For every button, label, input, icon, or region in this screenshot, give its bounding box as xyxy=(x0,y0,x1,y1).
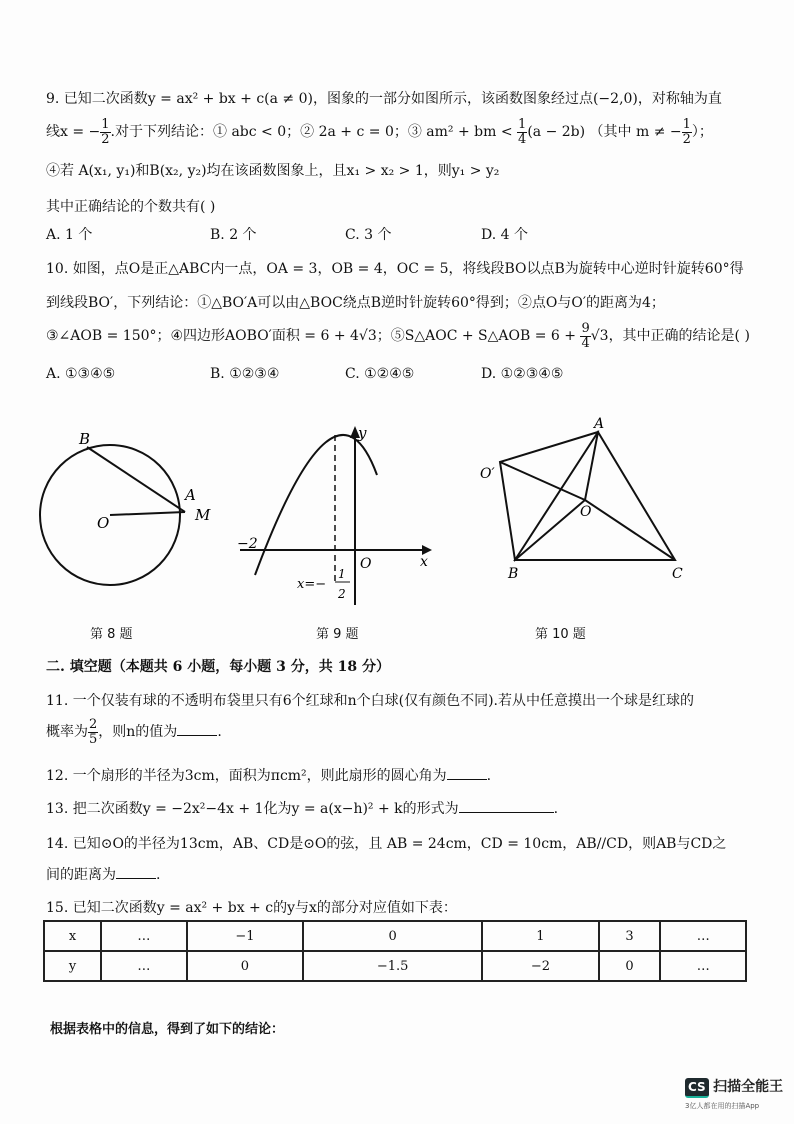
table-cell: … xyxy=(660,951,746,981)
table-cell: … xyxy=(101,921,187,951)
figure-8-circle xyxy=(35,420,235,610)
q10-line3 xyxy=(46,322,750,350)
cs-logo-icon: CS xyxy=(685,1078,709,1098)
q15-value-table xyxy=(43,920,747,982)
q10-option-d: D. ①②③④⑤ xyxy=(481,366,564,382)
q11-text: ，则n的值为 xyxy=(98,724,178,741)
answer-blank[interactable] xyxy=(459,812,554,813)
figure-10-caption: 第 10 题 xyxy=(535,627,586,642)
figure-10-triangle xyxy=(470,410,700,585)
q15-after-text: 根据表格中的信息，得到了如下的结论： xyxy=(50,1022,285,1037)
q12-text: 12. 一个扇形的半径为3cm，面积为πcm²，则此扇形的圆心角为 xyxy=(46,768,447,784)
q10-option-c: C. ①②④⑤ xyxy=(345,366,415,382)
q9-option-a: A. 1 个 xyxy=(46,227,93,243)
table-cell: −1 xyxy=(187,921,304,951)
q13-text: 13. 把二次函数y = −2x²−4x + 1化为y = a(x−h)² + k的形式为 xyxy=(46,801,459,817)
figure-8-caption: 第 8 题 xyxy=(90,627,133,642)
q10-line1: 10. 如图，点O是正△ABC内一点，OA = 3，OB = 4，OC = 5，将线段BO以点B为旋转中心逆时针旋转60°得 xyxy=(46,261,744,277)
q9-line2 xyxy=(46,118,713,146)
table-cell: 0 xyxy=(599,951,661,981)
table-cell: y xyxy=(44,951,101,981)
label-a: A xyxy=(594,416,605,432)
fraction: $\frac{1}{4}$ xyxy=(518,117,527,147)
table-cell: 0 xyxy=(303,921,482,951)
table-cell: 0 xyxy=(187,951,304,981)
watermark-name: 扫描全能王 xyxy=(713,1079,784,1095)
label-o: O xyxy=(97,514,110,532)
q9-text: 线x = − xyxy=(46,124,101,141)
q14-line2: 间的距离为 . xyxy=(46,867,161,883)
q10-option-a: A. ①③④⑤ xyxy=(46,366,116,382)
label-x: x xyxy=(420,554,428,570)
q11-line2: 概率为 $\frac{2}{5}$ ，则n的值为 . xyxy=(46,717,222,747)
q13: 13. 把二次函数y = −2x²−4x + 1化为y = a(x−h)² + k的形式为 . xyxy=(46,801,559,817)
answer-blank[interactable] xyxy=(116,878,156,879)
fraction: $\frac{2}{5}$ xyxy=(89,717,98,747)
label-den: 2 xyxy=(338,587,346,601)
q10-option-b: B. ①②③④ xyxy=(210,366,280,382)
q9-line4: 其中正确结论的个数共有( ) xyxy=(46,199,216,215)
fraction: $\frac{1}{2}$ xyxy=(101,117,110,147)
label-y: y xyxy=(358,424,367,442)
q14-text: 间的距离为 xyxy=(46,867,116,883)
label-a: A xyxy=(185,486,196,504)
answer-blank[interactable] xyxy=(177,735,217,736)
label-axis-eq: x=− xyxy=(297,577,327,592)
table-cell: 3 xyxy=(599,921,661,951)
q9-option-d: D. 4 个 xyxy=(481,227,528,243)
watermark-tagline: 3亿人都在用的扫描App xyxy=(685,1102,760,1110)
label-b: B xyxy=(508,566,519,582)
q9-option-c: C. 3 个 xyxy=(345,227,392,243)
q11-line1: 11. 一个仅装有球的不透明布袋里只有6个红球和n个白球(仅有颜色不同).若从中任意摸出一个球是红球的 xyxy=(46,693,695,709)
q12: 12. 一个扇形的半径为3cm，面积为πcm²，则此扇形的圆心角为 . xyxy=(46,768,492,784)
fraction: $\frac{9}{4}$ xyxy=(581,321,590,351)
label-minus-2: −2 xyxy=(237,536,258,552)
label-o-prime: O′ xyxy=(480,466,495,482)
label-o: O xyxy=(580,504,592,520)
table-cell: … xyxy=(660,921,746,951)
label-m: M xyxy=(195,506,211,524)
scanner-watermark xyxy=(685,1076,783,1111)
q9-text: .对于下列结论：① abc < 0；② 2a + c = 0；③ am² + bm < xyxy=(110,124,518,141)
fraction: $\frac{1}{2}$ xyxy=(682,117,691,147)
q9-text: ）； xyxy=(691,124,713,141)
table-cell: x xyxy=(44,921,101,951)
q9-text: (a − 2b) （其中 m ≠ − xyxy=(527,124,682,141)
section-2-heading: 二. 填空题（本题共 6 小题，每小题 3 分，共 18 分） xyxy=(46,659,390,675)
q14-line1: 14. 已知⊙O的半径为13cm，AB、CD是⊙O的弦，且 AB = 24cm，CD = 10cm，AB//CD，则AB与CD之 xyxy=(46,836,727,852)
figure-9-caption: 第 9 题 xyxy=(316,627,359,642)
q10-text: ③∠AOB = 150°；④四边形AOBO′面积 = 6 + 4√3；⑤S△AOC + S△AOB = 6 + xyxy=(46,328,581,345)
answer-blank[interactable] xyxy=(447,779,487,780)
q9-line3: ④若 A(x₁, y₁)和B(x₂, y₂)均在该函数图象上，且x₁ > x₂ > 1，则y₁ > y₂ xyxy=(46,163,500,179)
label-b: B xyxy=(79,430,91,448)
q15-line1: 15. 已知二次函数y = ax² + bx + c的y与x的部分对应值如下表： xyxy=(46,900,457,916)
table-cell: −2 xyxy=(482,951,599,981)
table-cell: … xyxy=(101,951,187,981)
q10-line2: 到线段BO′，下列结论：①△BO′A可以由△BOC绕点B逆时针旋转60°得到；②点O与O′的距离为4； xyxy=(46,295,665,311)
figure-9-parabola xyxy=(235,420,445,610)
table-row-x xyxy=(44,921,746,951)
q9-option-b: B. 2 个 xyxy=(210,227,257,243)
label-num: 1 xyxy=(338,567,346,581)
table-cell: −1.5 xyxy=(303,951,482,981)
q11-text: 概率为 xyxy=(46,724,88,741)
q10-text: √3，其中正确的结论是( ) xyxy=(590,328,750,345)
label-o: O xyxy=(360,556,372,572)
q9-line1: 9. 已知二次函数y = ax² + bx + c(a ≠ 0)，图象的一部分如图所示，该函数图象经过点(−2,0)，对称轴为直 xyxy=(46,91,722,107)
table-row-y xyxy=(44,951,746,981)
table-cell: 1 xyxy=(482,921,599,951)
label-c: C xyxy=(672,566,683,582)
